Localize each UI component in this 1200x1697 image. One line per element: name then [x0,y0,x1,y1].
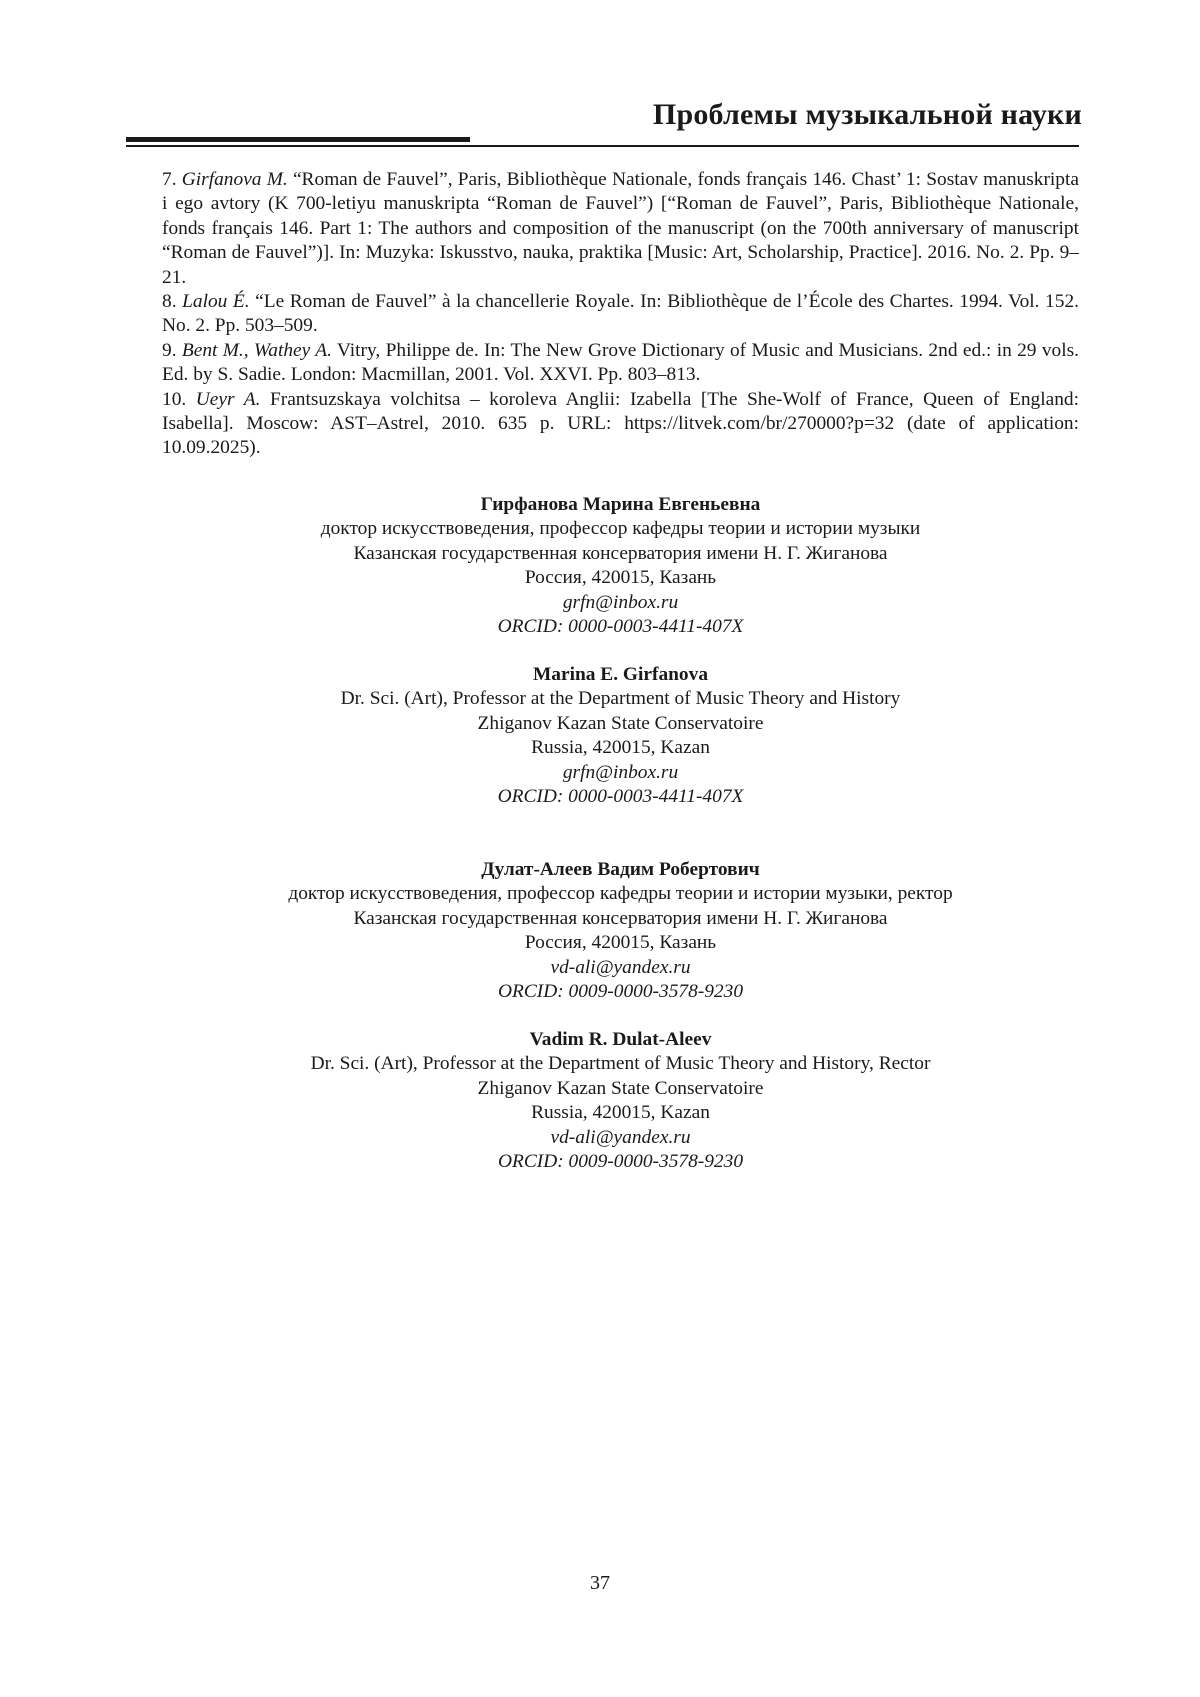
author-email[interactable]: grfn@inbox.ru [562,591,679,613]
author-orcid: ORCID: 0000-0003-4411-407X [497,786,744,808]
author-name: Дулат-Алеев Вадим Робертович [481,859,760,880]
author-orcid: ORCID: 0009-0000-3578-9230 [497,981,744,1003]
author-block-en-girfanova [162,663,1079,809]
reference-item [162,168,1079,290]
author-name: Marina E. Girfanova [532,664,709,685]
reference-text: Vitry, Philippe de. In: The New Grove Dictionary of Music and Musicians. 2nd ed.: in 29 vols. Ed. by S. Sadie. London: Macmillan, 2001. Vol. XXVI. Pp. 803–813. [162,339,1079,386]
reference-text: Frantsuzskaya volchitsa – koroleva Anglii: Izabella [The She-Wolf of France, Queen of England: Isabella]. Moscow: AST–Astrel, 2010. 635 p. URL: https://litvek.com/br/270000?p=32 (date of application: 10.09.2025). [162,388,1079,459]
author-block-en-dulat-aleev [162,1028,1079,1174]
reference-item [162,290,1079,339]
author-position: Dr. Sci. (Art), Professor at the Department of Music Theory and History, Rector [310,1053,931,1075]
author-address: Russia, 420015, Kazan [531,1102,710,1124]
author-position: доктор искусствоведения, профессор кафедры теории и истории музыки [320,518,921,540]
reference-item [162,339,1079,388]
author-address: Russia, 420015, Kazan [531,737,710,759]
reference-text: “Le Roman de Fauvel” à la chancellerie Royale. In: Bibliothèque de l’École des Chartes. 1994. Vol. 152. No. 2. Pp. 503–509. [162,291,1079,337]
author-orcid: ORCID: 0000-0003-4411-407X [497,616,744,638]
reference-number: 10. [162,388,187,410]
author-institution: Zhiganov Kazan State Conservatoire [477,712,764,734]
author-block-ru-dulat-aleev [162,858,1079,1004]
author-orcid: ORCID: 0009-0000-3578-9230 [497,1151,744,1173]
author-email[interactable]: grfn@inbox.ru [562,761,679,783]
author-block-ru-girfanova [162,493,1079,639]
author-address: Россия, 420015, Казань [524,567,717,589]
author-name: Гирфанова Марина Евгеньевна [480,494,761,515]
author-email[interactable]: vd-ali@yandex.ru [550,1126,691,1148]
author-position: Dr. Sci. (Art), Professor at the Department of Music Theory and History [340,688,901,710]
reference-number: 9. [162,339,177,361]
reference-author: Lalou É. [182,291,250,313]
page-number: 37 [590,1572,610,1594]
author-address: Россия, 420015, Казань [524,932,717,954]
header-rule-thin [126,145,1079,147]
author-name: Vadim R. Dulat-Aleev [529,1029,712,1050]
reference-number: 7. [162,169,177,190]
reference-author: Ueyr A. [195,388,261,410]
reference-list [162,168,1079,461]
author-institution: Казанская государственная консерватория имени Н. Г. Жиганова [353,907,888,929]
journal-title: Проблемы музыкальной науки [652,98,1082,131]
author-email[interactable]: vd-ali@yandex.ru [550,956,691,978]
reference-author: Bent M., Wathey A. [181,339,332,361]
author-institution: Казанская государственная консерватория имени Н. Г. Жиганова [353,542,888,564]
author-institution: Zhiganov Kazan State Conservatoire [477,1077,764,1099]
reference-number: 8. [162,291,177,313]
reference-text: “Roman de Fauvel”, Paris, Bibliothèque Nationale, fonds français 146. Chast’ 1: Sostav manuskripta i ego avtory (K 700-letiyu manuskripta “Roman de Fauvel”) [“Roman de Fauvel”, Paris, Bibliothèque Nationale, fonds français 146. Part 1: The authors and composition of the manuscript (on the 700th anniversary of manuscript “Roman de Fauvel”)]. In: Muzyka: Iskusstvo, nauka, praktika [Music: Art, Scholarship, Practice]. 2016. No. 2. Pp. 9–21. [162,169,1079,288]
author-position: доктор искусствоведения, профессор кафедры теории и истории музыки, ректор [288,883,953,905]
reference-item [162,388,1079,461]
reference-author: Girfanova M. [181,169,288,190]
header-rule-thick [126,137,470,142]
